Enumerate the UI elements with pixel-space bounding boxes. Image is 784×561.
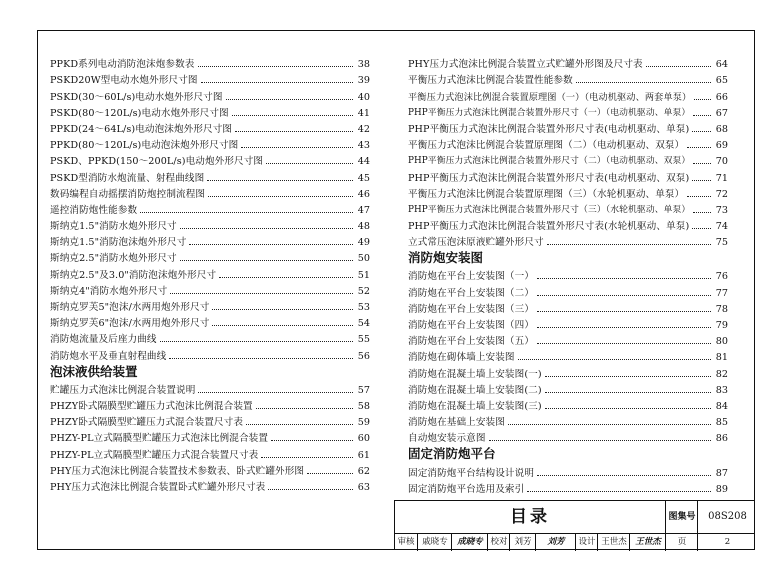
toc-entry[interactable] (50, 413, 370, 429)
toc-entry-page: 50 (357, 253, 370, 265)
dot-leader (527, 490, 711, 492)
toc-entry-page: 67 (715, 107, 728, 119)
toc-entry[interactable] (408, 480, 728, 496)
check-label: 校对 (487, 533, 510, 551)
toc-entry-title: PSKD(80～120L/s)电动水炮外形尺寸图 (50, 107, 229, 119)
toc-entry[interactable] (50, 104, 370, 120)
toc-entry-title: 自动炮安装示意图 (408, 433, 486, 445)
toc-entry[interactable] (408, 136, 728, 152)
toc-entry[interactable] (50, 462, 370, 478)
dot-leader (212, 324, 353, 326)
toc-entry[interactable] (50, 136, 370, 152)
toc-entry-page: 75 (715, 237, 728, 249)
atlas-number: 08S208 (697, 501, 757, 533)
toc-entry-title: PSKD、PPKD(150～200L/s)电动炮外形尺寸图 (50, 156, 264, 168)
toc-entry-page: 74 (715, 221, 728, 233)
toc-entry-title: 消防炮在基础上安装图 (408, 417, 505, 429)
toc-entry-page: 83 (715, 384, 728, 396)
toc-entry[interactable] (50, 201, 370, 217)
dot-leader (692, 179, 711, 181)
dot-leader (646, 65, 711, 67)
toc-entry-title: 平衡压力式泡沫比例混合装置原理图（三）（水轮机驱动、单泵） (408, 188, 685, 200)
toc-entry-page: 47 (357, 204, 370, 216)
dot-leader (261, 456, 353, 458)
dot-leader (189, 243, 353, 245)
toc-entry[interactable] (50, 233, 370, 249)
toc-entry-title: 斯纳克罗芙5"泡沫/水两用炮外形尺寸 (50, 302, 210, 313)
toc-entry-page: 42 (357, 123, 370, 135)
toc-entry[interactable] (50, 55, 370, 71)
dot-leader (160, 340, 353, 342)
toc-entry-page: 65 (715, 75, 728, 87)
toc-entry-title: PHY压力式泡沫比例混合装置卧式贮罐外形尺寸表 (50, 481, 266, 493)
toc-entry-title: 消防炮在平台上安装图（四） (408, 320, 535, 331)
dot-leader (489, 439, 711, 441)
toc-entry-title: 消防炮流量及后座力曲线 (50, 334, 157, 346)
toc-entry[interactable] (408, 168, 728, 184)
toc-entry-page: 82 (715, 368, 728, 380)
toc-entry-title: 消防炮在砌体墙上安装图 (408, 352, 515, 364)
toc-entry-title: PHP平衡压力式泡沫比例混合装置外形尺寸（二）（电动机驱动、双泵） (408, 156, 691, 167)
toc-entry[interactable] (50, 217, 370, 233)
page-label: 页 (665, 533, 698, 551)
toc-entry-page: 73 (715, 204, 728, 216)
toc-entry-title: PHY压力式泡沫比例混合装置技术参数表、卧式贮罐外形图 (50, 465, 305, 477)
toc-entry[interactable] (50, 120, 370, 136)
toc-entry-page: 51 (357, 269, 370, 281)
dot-leader (266, 162, 353, 164)
toc-entry[interactable] (50, 346, 370, 362)
toc-entry[interactable] (50, 429, 370, 445)
toc-left-column (50, 55, 370, 494)
toc-entry-page: 58 (357, 400, 370, 412)
toc-entry-page: 87 (715, 467, 728, 479)
toc-entry-title: 立式常压泡沫原液贮罐外形尺寸 (408, 237, 544, 249)
dot-leader (545, 375, 711, 377)
toc-entry-page: 59 (357, 417, 370, 429)
dot-leader (170, 292, 353, 294)
toc-entry-title: 固定消防炮平台结构设计说明 (408, 467, 535, 479)
toc-entry[interactable] (50, 87, 370, 103)
dot-leader (208, 195, 353, 197)
toc-entry-title: 斯纳克罗芙6"泡沫/水两用炮外形尺寸 (50, 318, 210, 330)
toc-entry-page: 66 (715, 91, 728, 103)
toc-entry-page: 78 (715, 303, 728, 315)
toc-entry[interactable] (408, 463, 728, 479)
toc-entry-title: 平衡压力式泡沫比例混合装置性能参数 (408, 75, 573, 87)
toc-entry-title: PHZY卧式隔膜型贮罐压力式混合装置尺寸表 (50, 417, 244, 429)
dot-leader (219, 276, 353, 278)
checker-signature: 刘芳 (535, 533, 576, 551)
dot-leader (235, 130, 353, 132)
toc-entry[interactable] (408, 348, 728, 364)
dot-leader (180, 259, 353, 261)
toc-entry-page: 38 (357, 59, 370, 71)
toc-entry-title: PHY压力式泡沫比例混合装置立式贮罐外形图及尺寸表 (408, 59, 643, 71)
dot-leader (268, 488, 353, 490)
toc-entry-title: 平衡压力式泡沫比例混合装置原理图（一）（电动机驱动、两套单泵） (408, 91, 692, 103)
toc-section-heading: 消防炮安装图 (408, 250, 484, 266)
toc-entry[interactable] (408, 364, 728, 380)
dot-leader (241, 146, 353, 148)
toc-entry-title: PHZY卧式隔膜型贮罐压力式泡沫比例混合装置 (50, 400, 253, 412)
toc-entry[interactable] (408, 201, 728, 217)
toc-entry-title: 消防炮在平台上安装图（三） (408, 303, 535, 315)
toc-entry-title: 平衡压力式泡沫比例混合装置原理图（二）（电动机驱动、双泵） (408, 140, 685, 152)
checker-name: 刘芳 (509, 533, 536, 551)
toc-entry-page: 49 (357, 237, 370, 249)
toc-section-heading: 泡沫液供给装置 (50, 363, 138, 379)
toc-entry-page: 72 (715, 188, 728, 200)
toc-entry-page: 71 (715, 172, 728, 184)
toc-entry-page: 70 (715, 156, 728, 168)
toc-entry[interactable] (50, 282, 370, 298)
toc-entry-title: PHP平衡压力式泡沫比例混合装置外形尺寸表(电动机驱动、双泵) (408, 172, 690, 184)
toc-entry-title: 斯纳克4"消防水炮外形尺寸 (50, 285, 168, 297)
toc-entry-title: PHP平衡压力式泡沫比例混合装置外形尺寸（一）（电动机驱动、单泵） (408, 107, 691, 118)
toc-entry[interactable] (50, 478, 370, 494)
designer-name: 王世杰 (597, 533, 630, 551)
dot-leader (198, 391, 353, 393)
dot-leader (537, 294, 711, 296)
dot-leader (226, 98, 353, 100)
toc-entry[interactable] (408, 300, 728, 316)
dot-leader (169, 357, 353, 359)
toc-entry-page: 60 (357, 433, 370, 445)
toc-entry-page: 48 (357, 221, 370, 233)
toc-entry-title: PSKD(30～60L/s)电动水炮外形尺寸图 (50, 91, 223, 103)
toc-entry[interactable] (408, 332, 728, 348)
toc-entry-page: 44 (357, 156, 370, 168)
toc-entry-page: 77 (715, 287, 728, 299)
toc-entry-title: PSKD20W型电动水炮外形尺寸图 (50, 75, 198, 87)
toc-entry-page: 40 (357, 91, 370, 103)
dot-leader (256, 407, 353, 409)
dot-leader (537, 342, 711, 344)
toc-entry-page: 54 (357, 318, 370, 330)
toc-section-heading: 固定消防炮平台 (408, 446, 496, 462)
toc-entry[interactable] (50, 397, 370, 413)
toc-entry[interactable] (50, 381, 370, 397)
toc-entry-title: 消防炮在平台上安装图（五） (408, 336, 535, 348)
toc-entry-title: 消防炮在混凝土墙上安装图(二) (408, 384, 542, 396)
toc-entry[interactable] (408, 87, 728, 103)
toc-entry-page: 79 (715, 320, 728, 331)
dot-leader (537, 310, 711, 312)
toc-entry[interactable] (408, 104, 728, 120)
dot-leader (271, 439, 353, 441)
toc-entry-page: 84 (715, 400, 728, 412)
title-block (394, 500, 755, 550)
toc-entry-page: 76 (715, 271, 728, 283)
reviewer-signature: 成晓专 (451, 533, 488, 551)
toc-entry-title: PHZY-PL立式隔膜型贮罐压力式泡沫比例混合装置 (50, 433, 269, 445)
toc-entry[interactable] (408, 55, 728, 71)
toc-entry[interactable] (408, 233, 728, 249)
dot-leader (232, 114, 353, 116)
toc-entry[interactable] (50, 314, 370, 330)
dot-leader (693, 211, 711, 213)
toc-entry-title: 消防炮在混凝土墙上安装图(三) (408, 400, 542, 412)
dot-leader (140, 211, 353, 213)
reviewer-name: 戚晓专 (417, 533, 452, 551)
toc-entry-page: 43 (357, 140, 370, 152)
toc-entry-page: 68 (715, 123, 728, 135)
toc-entry-page: 85 (715, 417, 728, 429)
toc-entry-title: 贮罐压力式泡沫比例混合装置说明 (50, 384, 196, 396)
toc-entry-title: 遥控消防炮性能参数 (50, 204, 138, 216)
toc-entry[interactable] (50, 185, 370, 201)
dot-leader (246, 423, 353, 425)
dot-leader (545, 391, 711, 393)
toc-entry-page: 64 (715, 59, 728, 71)
designer-signature: 王世杰 (629, 533, 666, 551)
dot-leader (207, 179, 353, 181)
toc-entry-title: PHZY-PL立式隔膜型贮罐压力式混合装置尺寸表 (50, 449, 259, 461)
drawing-title: 目录 (510, 507, 550, 527)
toc-entry[interactable] (50, 330, 370, 346)
toc-entry[interactable] (50, 152, 370, 168)
toc-entry-title: 斯纳克2.5"消防水炮外形尺寸 (50, 253, 177, 265)
dot-leader (307, 472, 353, 474)
page-number: 2 (697, 533, 757, 551)
dot-leader (576, 81, 711, 83)
toc-entry[interactable] (408, 185, 728, 201)
toc-entry-page: 39 (357, 75, 370, 87)
toc-entry-title: 斯纳克2.5"及3.0"消防泡沫炮外形尺寸 (50, 269, 217, 281)
toc-entry-title: 消防炮在混凝土墙上安装图(一) (408, 368, 542, 380)
toc-entry[interactable] (408, 267, 728, 283)
toc-entry-title: PHP平衡压力式泡沫比例混合装置外形尺寸表(电动机驱动、单泵) (408, 123, 690, 135)
toc-entry-page: 89 (715, 483, 728, 495)
toc-entry-page: 56 (357, 350, 370, 362)
toc-entry-page: 46 (357, 188, 370, 200)
toc-entry[interactable] (408, 381, 728, 397)
dot-leader (694, 98, 711, 100)
dot-leader (537, 277, 711, 279)
toc-entry[interactable] (408, 152, 728, 168)
dot-leader (518, 358, 711, 360)
dot-leader (687, 146, 711, 148)
toc-entry-title: 数码编程自动摇摆消防炮控制流程图 (50, 188, 206, 200)
toc-entry-page: 61 (357, 449, 370, 461)
toc-entry-page: 80 (715, 336, 728, 348)
toc-entry-page: 69 (715, 140, 728, 152)
toc-entry-page: 41 (357, 107, 370, 119)
toc-entry[interactable] (408, 71, 728, 87)
toc-entry[interactable] (50, 445, 370, 461)
dot-leader (180, 227, 353, 229)
toc-entry-page: 52 (357, 285, 370, 297)
toc-entry[interactable] (50, 71, 370, 87)
toc-entry[interactable] (408, 283, 728, 299)
dot-leader (537, 326, 711, 328)
toc-entry[interactable] (408, 217, 728, 233)
toc-entry-title: 斯纳克1.5"消防泡沫炮外形尺寸 (50, 237, 187, 249)
dot-leader (508, 423, 711, 425)
toc-entry-page: 57 (357, 384, 370, 396)
toc-entry-title: 固定消防炮平台选用及索引 (408, 483, 525, 495)
toc-entry-title: 斯纳克1.5"消防水炮外形尺寸 (50, 221, 177, 233)
dot-leader (537, 474, 711, 476)
toc-entry-title: PPKD系列电动消防泡沫炮参数表 (50, 59, 195, 71)
toc-entry[interactable] (408, 316, 728, 332)
dot-leader (692, 227, 711, 229)
dot-leader (693, 162, 711, 164)
toc-entry-title: 消防炮水平及垂直射程曲线 (50, 350, 167, 362)
design-label: 设计 (575, 533, 598, 551)
toc-entry[interactable] (408, 429, 728, 445)
dot-leader (545, 407, 711, 409)
dot-leader (212, 308, 353, 310)
toc-entry[interactable] (50, 249, 370, 265)
toc-entry-page: 86 (715, 433, 728, 445)
dot-leader (547, 243, 711, 245)
toc-entry-page: 81 (715, 352, 728, 364)
toc-entry-title: PHP平衡压力式泡沫比例混合装置外形尺寸（三）（水轮机驱动、单泵） (408, 204, 691, 215)
toc-entry-title: 消防炮在平台上安装图（一） (408, 271, 535, 283)
toc-entry-title: PSKD型消防水炮流量、射程曲线图 (50, 172, 205, 184)
toc-right-column (408, 55, 728, 496)
toc-entry[interactable] (50, 168, 370, 184)
toc-entry[interactable] (50, 298, 370, 314)
toc-entry-page: 63 (357, 481, 370, 493)
toc-entry-page: 62 (357, 465, 370, 477)
dot-leader (201, 81, 353, 83)
toc-entry[interactable] (408, 413, 728, 429)
review-label: 审核 (397, 537, 415, 547)
atlas-number-label: 图集号 (665, 501, 698, 533)
toc-entry[interactable] (408, 120, 728, 136)
dot-leader (687, 195, 711, 197)
toc-entry-page: 45 (357, 172, 370, 184)
toc-entry[interactable] (50, 265, 370, 281)
toc-entry-title: 消防炮在平台上安装图（二） (408, 287, 535, 299)
toc-entry[interactable] (408, 397, 728, 413)
toc-entry-title: PHP平衡压力式泡沫比例混合装置外形尺寸表(水轮机驱动、单泵) (408, 221, 690, 233)
dot-leader (693, 114, 711, 116)
toc-entry-title: PPKD(80～120L/s)电动泡沫炮外形尺寸图 (50, 140, 239, 152)
dot-leader (198, 65, 354, 67)
toc-entry-title: PPKD(24～64L/s)电动泡沫炮外形尺寸图 (50, 123, 233, 135)
toc-entry-page: 55 (357, 334, 370, 346)
toc-entry-page: 53 (357, 302, 370, 313)
dot-leader (692, 130, 711, 132)
